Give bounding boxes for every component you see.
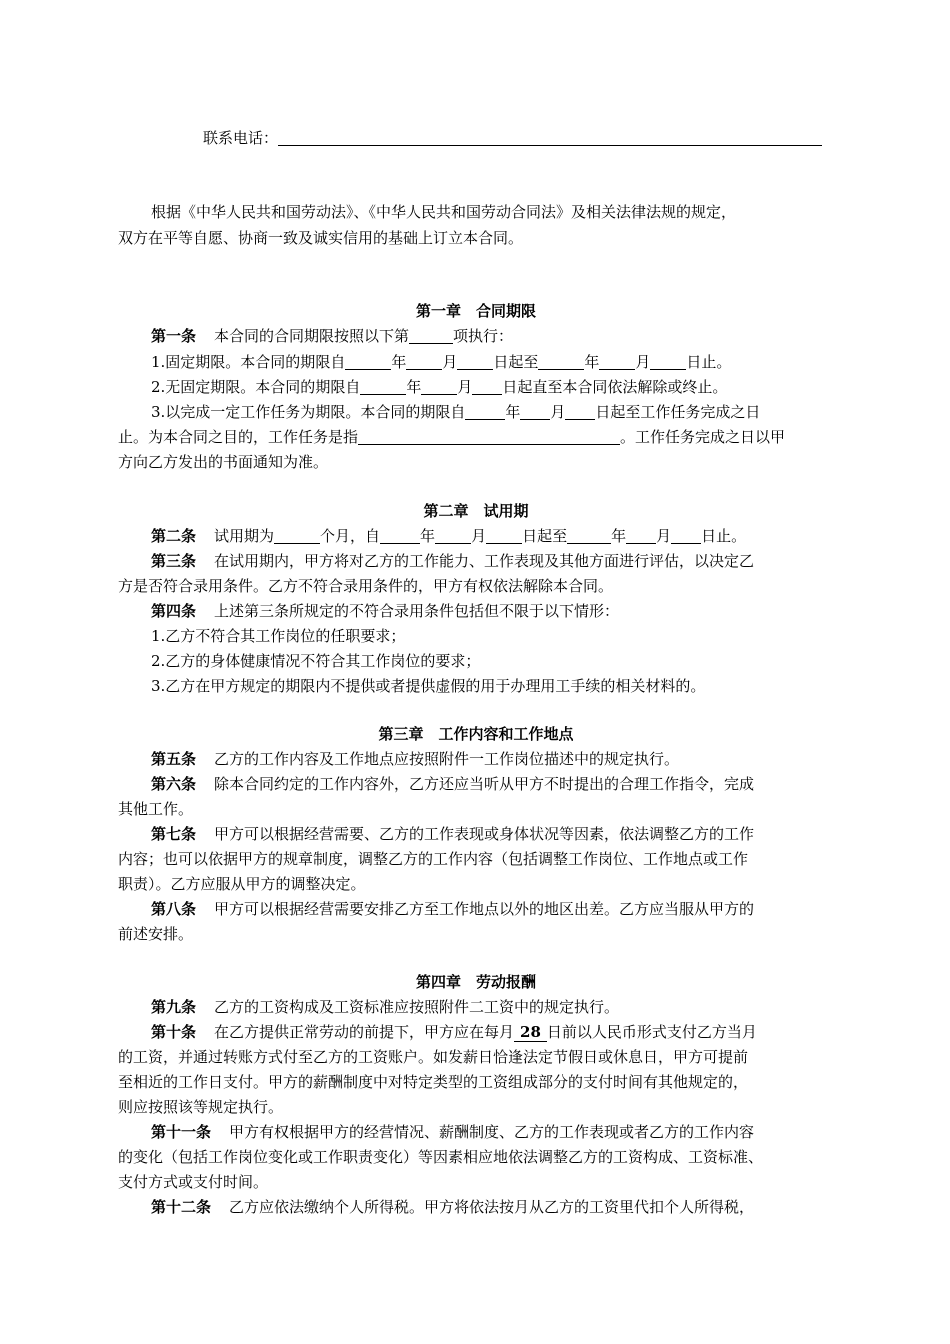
month-label: 月 bbox=[471, 527, 487, 545]
article-12 bbox=[151, 1197, 834, 1217]
blank[interactable] bbox=[567, 527, 611, 544]
article-5-text: 乙方的工作内容及工作地点应按照附件一工作岗位描述中的规定执行。 bbox=[214, 750, 680, 768]
chapter-3-title: 第三章 工作内容和工作地点 bbox=[378, 725, 574, 743]
blank[interactable] bbox=[345, 353, 391, 370]
option-2-end: 日起直至本合同依法解除或终止。 bbox=[502, 378, 728, 396]
year-label: 年 bbox=[584, 353, 600, 371]
month-label: 月 bbox=[635, 353, 651, 371]
article-4-item-1: 1.乙方不符合其工作岗位的任职要求； bbox=[151, 627, 406, 645]
article-8 bbox=[151, 899, 834, 919]
article-7-text: 甲方可以根据经营需要、乙方的工作表现或身体状况等因素，依法调整乙方的工作 bbox=[214, 825, 755, 843]
article-10-text-b: 日前以人民币形式支付乙方当月 bbox=[546, 1023, 757, 1041]
article-2-end: 日止。 bbox=[701, 527, 747, 545]
year-label: 年 bbox=[420, 527, 436, 545]
article-2-text: 试用期为 bbox=[214, 527, 275, 545]
blank[interactable] bbox=[406, 353, 442, 370]
chapter-2-title: 第二章 试用期 bbox=[423, 502, 529, 520]
blank[interactable] bbox=[650, 353, 686, 370]
blank[interactable] bbox=[465, 403, 505, 420]
article-4 bbox=[151, 601, 834, 621]
blank[interactable] bbox=[520, 403, 550, 420]
article-2-text-c: 日起至 bbox=[522, 527, 568, 545]
preamble-line-1: 根据《中华人民共和国劳动法》、《中华人民共和国劳动合同法》及相关法律法规的规定， bbox=[151, 203, 737, 221]
blank[interactable] bbox=[599, 353, 635, 370]
blank[interactable] bbox=[671, 527, 701, 544]
blank[interactable] bbox=[435, 527, 471, 544]
article-6-text: 除本合同约定的工作内容外，乙方还应当听从甲方不时提出的合理工作指令，完成 bbox=[214, 775, 755, 793]
article-5-label: 第五条 bbox=[151, 750, 197, 768]
blank[interactable] bbox=[360, 378, 406, 395]
month-label: 月 bbox=[457, 378, 473, 396]
article-7-label: 第七条 bbox=[151, 825, 197, 843]
article-4-text: 上述第三条所规定的不符合录用条件包括但不限于以下情形： bbox=[214, 602, 620, 620]
article-7-line-3: 职责）。乙方应服从甲方的调整决定。 bbox=[118, 875, 366, 893]
preamble-line-2: 双方在平等自愿、协商一致及诚实信用的基础上订立本合同。 bbox=[118, 229, 524, 247]
year-label: 年 bbox=[611, 527, 627, 545]
article-11-label: 第十一条 bbox=[151, 1123, 212, 1141]
article-10-label: 第十条 bbox=[151, 1023, 197, 1041]
option-1-text: 1.固定期限。本合同的期限自 bbox=[151, 353, 346, 371]
option-3-line-3: 方向乙方发出的书面通知为准。 bbox=[118, 453, 329, 471]
blank[interactable] bbox=[472, 378, 502, 395]
blank[interactable] bbox=[538, 353, 584, 370]
option-3-task-label: 止。为本合同之目的，工作任务是指 bbox=[118, 428, 359, 446]
article-10-line-2: 的工资，并通过转账方式付至乙方的工资账户。如发薪日恰逢法定节假日或休息日，甲方可提前 bbox=[118, 1048, 749, 1066]
option-number-blank[interactable] bbox=[409, 327, 453, 344]
option-3-text-c: 。工作任务完成之日以甲 bbox=[620, 428, 786, 446]
blank[interactable] bbox=[626, 527, 656, 544]
article-1-text-end: 项执行： bbox=[453, 327, 514, 345]
article-12-text: 乙方应依法缴纳个人所得税。甲方将依法按月从乙方的工资里代扣个人所得税， bbox=[229, 1198, 755, 1216]
month-label: 月 bbox=[442, 353, 458, 371]
option-2-text: 2.无固定期限。本合同的期限自 bbox=[151, 378, 361, 396]
option-3-text: 3.以完成一定工作任务为期限。本合同的期限自 bbox=[151, 403, 466, 421]
work-task-blank[interactable] bbox=[358, 428, 620, 445]
option-3-line-2 bbox=[118, 427, 834, 447]
article-7 bbox=[151, 824, 834, 844]
article-9 bbox=[151, 997, 834, 1017]
article-1-text: 本合同的合同期限按照以下第 bbox=[214, 327, 410, 345]
article-7-line-2: 内容；也可以依据甲方的规章制度，调整乙方的工作内容（包括调整工作岗位、工作地点或工作 bbox=[118, 850, 749, 868]
contact-phone-row bbox=[203, 128, 843, 148]
option-1-end: 日止。 bbox=[686, 353, 732, 371]
option-3 bbox=[151, 402, 834, 422]
article-3-text: 在试用期内，甲方将对乙方的工作能力、工作表现及其他方面进行评估，以决定乙 bbox=[214, 552, 755, 570]
article-4-item-2: 2.乙方的身体健康情况不符合其工作岗位的要求； bbox=[151, 652, 481, 670]
blank[interactable] bbox=[380, 527, 420, 544]
contact-phone-field[interactable] bbox=[278, 129, 822, 146]
article-4-label: 第四条 bbox=[151, 602, 197, 620]
pay-day-value[interactable]: 28 bbox=[514, 1023, 547, 1042]
article-12-label: 第十二条 bbox=[151, 1198, 212, 1216]
blank[interactable] bbox=[486, 527, 522, 544]
article-2-text-b: 个月，自 bbox=[320, 527, 381, 545]
article-1-label: 第一条 bbox=[151, 327, 197, 345]
article-2-label: 第二条 bbox=[151, 527, 197, 545]
article-9-text: 乙方的工资构成及工资标准应按照附件二工资中的规定执行。 bbox=[214, 998, 620, 1016]
article-3-line-2: 方是否符合录用条件。乙方不符合录用条件的，甲方有权依法解除本合同。 bbox=[118, 577, 614, 595]
option-1 bbox=[151, 352, 834, 372]
article-2 bbox=[151, 526, 834, 546]
article-10-line-4: 则应按照该等规定执行。 bbox=[118, 1098, 284, 1116]
article-5 bbox=[151, 749, 834, 769]
article-6 bbox=[151, 774, 834, 794]
article-11-line-2: 的变化（包括工作岗位变化或工作职责变化）等因素相应地依法调整乙方的工资构成、工资标准、 bbox=[118, 1148, 764, 1166]
article-3-label: 第三条 bbox=[151, 552, 197, 570]
article-8-line-2: 前述安排。 bbox=[118, 925, 194, 943]
article-11-line-3: 支付方式或支付时间。 bbox=[118, 1173, 269, 1191]
blank[interactable] bbox=[274, 527, 320, 544]
year-label: 年 bbox=[505, 403, 521, 421]
chapter-1-title: 第一章 合同期限 bbox=[415, 302, 536, 320]
month-label: 月 bbox=[656, 527, 672, 545]
contact-phone-label: 联系电话： bbox=[203, 129, 279, 147]
article-10 bbox=[151, 1022, 834, 1042]
chapter-4-title: 第四章 劳动报酬 bbox=[415, 973, 536, 991]
year-label: 年 bbox=[391, 353, 407, 371]
article-9-label: 第九条 bbox=[151, 998, 197, 1016]
article-11 bbox=[151, 1122, 834, 1142]
blank[interactable] bbox=[421, 378, 457, 395]
blank[interactable] bbox=[457, 353, 493, 370]
article-6-line-2: 其他工作。 bbox=[118, 800, 194, 818]
article-8-text: 甲方可以根据经营需要安排乙方至工作地点以外的地区出差。乙方应当服从甲方的 bbox=[214, 900, 755, 918]
article-3 bbox=[151, 551, 834, 571]
option-2 bbox=[151, 377, 834, 397]
year-label: 年 bbox=[406, 378, 422, 396]
blank[interactable] bbox=[565, 403, 595, 420]
article-4-item-3: 3.乙方在甲方规定的期限内不提供或者提供虚假的用于办理用工手续的相关材料的。 bbox=[151, 677, 706, 695]
article-10-line-3: 至相近的工作日支付。甲方的薪酬制度中对特定类型的工资组成部分的支付时间有其他规定的， bbox=[118, 1073, 749, 1091]
article-10-text: 在乙方提供正常劳动的前提下，甲方应在每月 bbox=[214, 1023, 515, 1041]
article-11-text: 甲方有权根据甲方的经营情况、薪酬制度、乙方的工作表现或者乙方的工作内容 bbox=[229, 1123, 755, 1141]
month-label: 月 bbox=[550, 403, 566, 421]
option-3-text-b: 日起至工作任务完成之日 bbox=[595, 403, 761, 421]
article-1 bbox=[151, 326, 834, 346]
article-6-label: 第六条 bbox=[151, 775, 197, 793]
article-8-label: 第八条 bbox=[151, 900, 197, 918]
option-1-text-b: 日起至 bbox=[493, 353, 539, 371]
